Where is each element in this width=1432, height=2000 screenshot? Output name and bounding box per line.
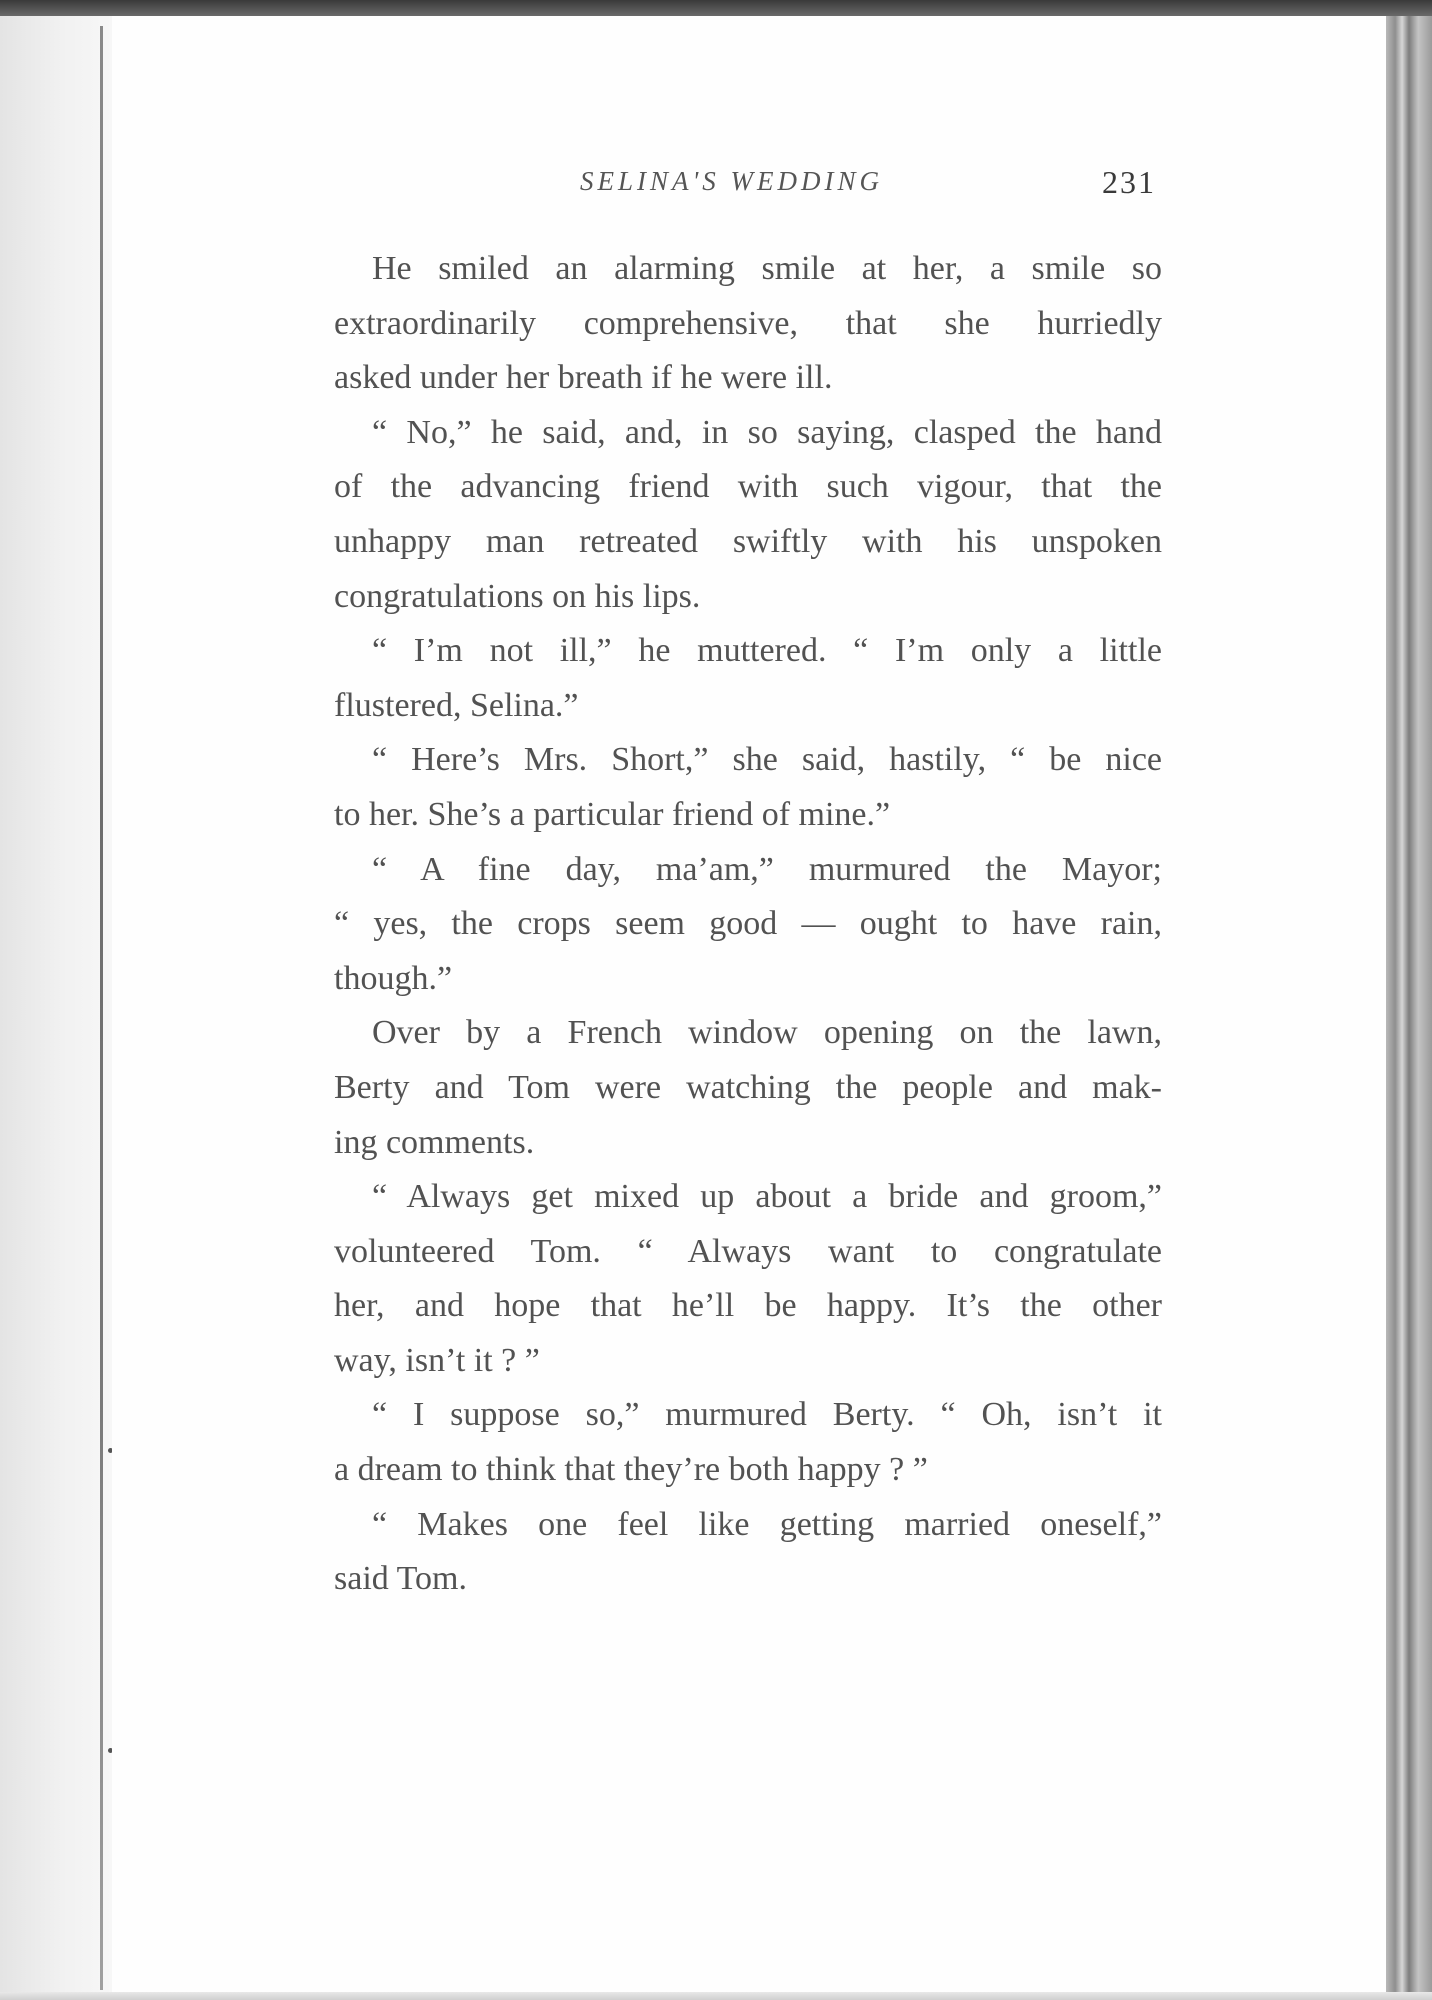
page-stack-edge (1386, 16, 1432, 2000)
text-line: a dream to think that they’re both happy ? ” (334, 1451, 928, 1489)
scan-bottom-border (0, 1992, 1432, 2000)
text-line: “ Always get mixed up about a bride and groom,” (372, 1178, 1162, 1216)
paragraph (334, 624, 1162, 733)
page-number: 231 (1102, 164, 1156, 200)
paragraph (334, 843, 1162, 1007)
paragraph (334, 1006, 1162, 1170)
text-line: to her. She’s a particular friend of mine.” (334, 795, 891, 833)
text-line: unhappy man retreated swiftly with his unspoken (334, 522, 1162, 560)
text-line: Over by a French window opening on the lawn, (372, 1014, 1162, 1052)
text-line: her, and hope that he’ll be happy. It’s the other (334, 1287, 1162, 1325)
text-line: asked under her breath if he were ill. (334, 359, 833, 397)
text-line: though.” (334, 959, 453, 997)
running-title: SELINA'S WEDDING (580, 166, 884, 196)
text-line: ing comments. (334, 1123, 535, 1161)
text-line: Berty and Tom were watching the people and mak- (334, 1068, 1162, 1106)
text-line: of the advancing friend with such vigour, that the (334, 468, 1162, 506)
text-line: volunteered Tom. “ Always want to congratulate (334, 1232, 1162, 1270)
text-line: “ No,” he said, and, in so saying, clasped the hand (372, 413, 1162, 451)
scan-top-border (0, 0, 1432, 16)
paragraph (334, 733, 1162, 842)
body-text (334, 242, 1162, 1607)
paragraph (334, 1498, 1162, 1607)
text-line: He smiled an alarming smile at her, a smile so (372, 250, 1162, 287)
facing-page-edge (0, 16, 112, 2000)
text-line: said Tom. (334, 1560, 467, 1598)
text-line: “ Here’s Mrs. Short,” she said, hastily, “ be nice (372, 741, 1162, 779)
gutter-line (100, 26, 103, 1990)
text-line: “ yes, the crops seem good — ought to have rain, (334, 905, 1162, 943)
paragraph (334, 1388, 1162, 1497)
text-line: “ Makes one feel like getting married oneself,” (372, 1505, 1162, 1543)
text-line: flustered, Selina.” (334, 686, 579, 724)
text-line: extraordinarily comprehensive, that she hurriedly (334, 304, 1162, 342)
text-line: “ I’m not ill,” he muttered. “ I’m only a little (372, 632, 1162, 670)
text-line: way, isn’t it ? ” (334, 1341, 540, 1379)
paragraph (334, 1170, 1162, 1388)
text-line: “ I suppose so,” murmured Berty. “ Oh, isn’t it (372, 1396, 1162, 1434)
paragraph (334, 406, 1162, 624)
paragraph (334, 242, 1162, 406)
text-line: “ A fine day, ma’am,” murmured the Mayor; (372, 850, 1162, 888)
text-line: congratulations on his lips. (334, 577, 701, 615)
